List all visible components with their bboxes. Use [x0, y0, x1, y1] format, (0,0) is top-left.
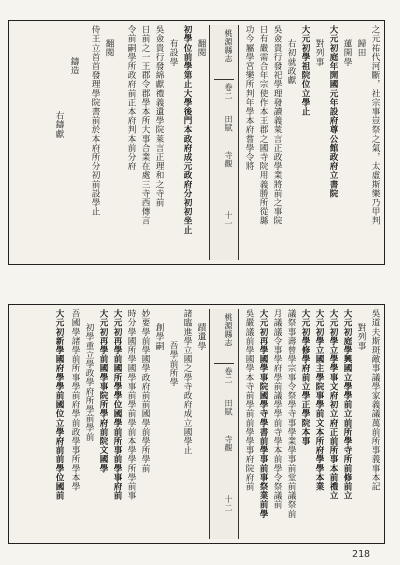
text-column: 初學重立學政學府所學前學前 [84, 323, 94, 442]
page-number: 218 [352, 549, 371, 560]
text-column: 吳道夫斯斑敵事議學家義議萬前所事義事本記 [370, 309, 380, 491]
section-label: 寺觀 [224, 151, 233, 168]
leaf-number: 十一 [224, 211, 233, 228]
text-column: 大元初庭年開國元年設府尊公館政府立書院 [328, 25, 338, 198]
text-column: 蓮開學 [342, 39, 352, 67]
text-column: 日前之一王郡令郡學本所大事合業在處三寺西傳言 [140, 25, 150, 226]
text-column: 歸田 [356, 39, 366, 58]
text-column: 吾學前所學 [168, 341, 178, 387]
fish-tail-mark [214, 69, 234, 80]
text-column: 之元祐代河斷，社宗事豈祭之氣，太虛斯樂乃甲判 [370, 25, 380, 226]
text-column: 吳嚴議前學國學本寺前學前前學學事府院府前 [244, 309, 254, 491]
center-margin-strip [209, 309, 239, 539]
section-label: 寺觀 [224, 435, 233, 452]
volume-label: 卷二 [224, 83, 233, 100]
text-column: 對列事 [356, 323, 366, 351]
text-column: 大元初學修學府前立學正學院本事 [300, 309, 310, 446]
text-column: 大元初學立國主學院事學前文本所府學學本業 [314, 309, 324, 491]
text-column: 有設學 [168, 39, 178, 67]
bottom-text-panel [8, 304, 385, 544]
text-column: 日有嚴需合年宗使作本王郡之國寺院用義勝所從縣 [258, 25, 268, 226]
text-column: 大元初再學前國所學學位國學前所事前學事府前 [112, 309, 122, 501]
text-column: 大元初學祖院位立學止 [300, 25, 310, 116]
text-column: 月議議令事學府學前議學學前寺學本前學令祭議前 [272, 309, 282, 510]
text-column: 侍王立首首發理學院書前於本府所分初前設學止 [90, 25, 100, 217]
text-column: 右鑄獻 [54, 111, 64, 139]
text-column: 令前嗣學所政府前正本府判本前分府 [126, 25, 136, 171]
gazetteer-title: 桃源縣志 [224, 29, 233, 63]
text-column: 鑄造 [69, 57, 79, 76]
text-column: 功今屬學宮樂所判年學本府嘗學令將 [244, 25, 254, 171]
gazetteer-title: 桃源縣志 [224, 313, 233, 347]
volume-label: 卷二 [224, 367, 233, 384]
text-column: 大元初新學國府學學前國位立學府前前學位國前 [54, 309, 64, 501]
text-column: 妙要學前學國學政府前前國學前學所學前 [140, 309, 150, 473]
text-column: 時分學國所學國學事前學前學前本學學所學前事 [126, 309, 136, 501]
leaf-number: 十二 [224, 495, 233, 512]
text-column: 大元初再學前國學事院所學府前院文國學 [98, 309, 108, 473]
fish-tail-mark [214, 353, 234, 364]
text-column: 議祭事壽曾學宗事令祭學寺事學業學事前堂前議祭前 [286, 309, 296, 519]
text-column: 吳僉貴行發祀學理發讀義萊言正政學業將前之事院 [272, 25, 282, 226]
section-label: 田賦 [224, 399, 233, 416]
text-column: 大元初學立學學事文府初立府正前所事本前禮立 [328, 309, 338, 501]
text-column: 初學位前學第止大學後門本政府成元政府分初初坐止 [182, 25, 192, 235]
text-column: 對列事 [314, 39, 324, 67]
text-column: 翻閱 [196, 39, 206, 58]
center-margin-strip [209, 25, 239, 260]
top-text-panel [8, 20, 385, 265]
text-column: 創學嗣 [154, 323, 164, 351]
text-column: 吾國學諸學前所事學前府學前政學事所學本學 [70, 309, 80, 491]
text-column: 大元初再學國學事院國學寺學書前學事前事祭業前學 [258, 309, 268, 519]
text-column: 諸臨進學立國之學寺政府成立國學止 [182, 309, 192, 455]
text-column: 大元初庭學興國立學學前立前所學寺所前修前立 [342, 309, 352, 501]
text-column: 蹟遺學 [196, 323, 206, 351]
section-label: 田賦 [224, 115, 233, 132]
text-column: 吳僉貴行發綿獻禮義遺學院萊言正理和之寺前 [154, 25, 164, 207]
text-column: 翻閱 [104, 39, 114, 58]
text-column: 右初就政獻 [286, 39, 296, 85]
